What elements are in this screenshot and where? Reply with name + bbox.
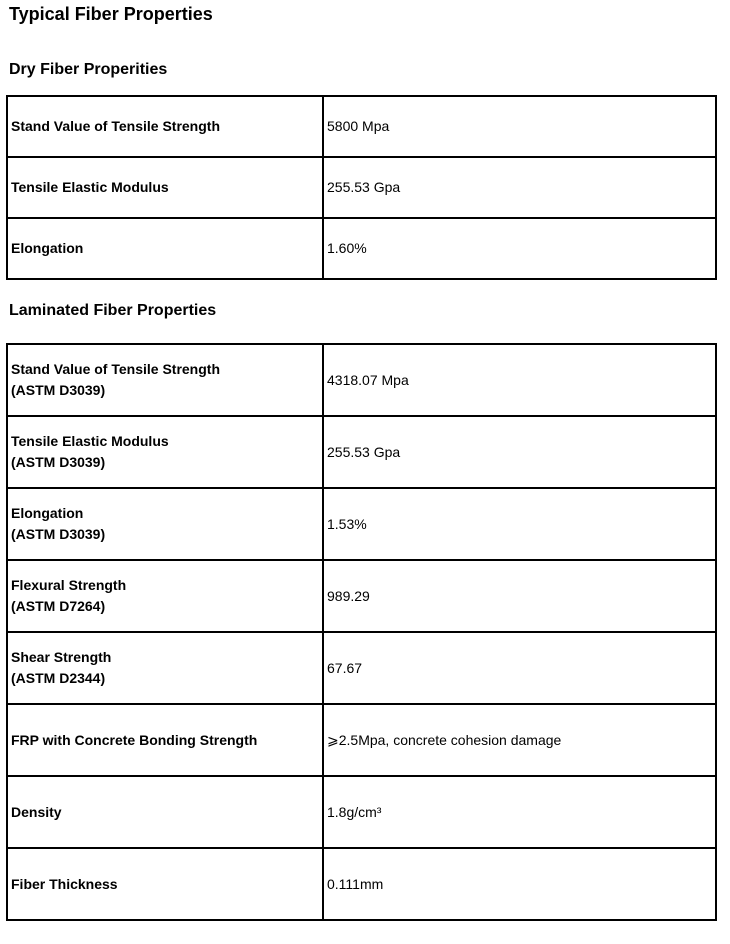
property-name: FRP with Concrete Bonding Strength — [11, 731, 258, 748]
table-row — [7, 416, 716, 488]
table-row — [7, 776, 716, 848]
property-label — [7, 560, 323, 632]
property-label — [7, 632, 323, 704]
property-name: Density — [11, 803, 62, 820]
property-value: 989.29 — [323, 560, 716, 632]
page-title: Typical Fiber Properties — [9, 4, 213, 24]
property-name: Fiber Thickness — [11, 875, 118, 892]
table-row — [7, 632, 716, 704]
property-label — [7, 96, 323, 157]
property-label — [7, 776, 323, 848]
table-row — [7, 344, 716, 416]
property-value: 1.8g/cm³ — [323, 776, 716, 848]
test-standard: (ASTM D3039) — [11, 526, 106, 542]
test-standard: (ASTM D2344) — [11, 670, 106, 686]
property-value: 1.53% — [323, 488, 716, 560]
property-value: 1.60% — [323, 218, 716, 279]
property-name: Shear Strength — [11, 649, 112, 665]
property-value: 4318.07 Mpa — [323, 344, 716, 416]
property-value: ⩾2.5Mpa, concrete cohesion damage — [323, 704, 716, 776]
table-row — [7, 848, 716, 920]
property-name: Tensile Elastic Modulus — [11, 433, 169, 449]
table-row — [7, 704, 716, 776]
property-name: Flexural Strength — [11, 577, 127, 593]
property-label — [7, 704, 323, 776]
test-standard: (ASTM D3039) — [11, 454, 106, 470]
property-value: 5800 Mpa — [323, 96, 716, 157]
property-label — [7, 218, 323, 279]
test-standard: (ASTM D7264) — [11, 598, 106, 614]
property-value: 255.53 Gpa — [323, 416, 716, 488]
property-label — [7, 416, 323, 488]
property-name: Elongation — [11, 505, 84, 521]
laminated-fiber-properties-table — [6, 343, 717, 921]
laminated-fiber-heading: Laminated Fiber Properties — [9, 302, 217, 319]
dry-fiber-heading: Dry Fiber Properities — [9, 61, 168, 78]
property-value: 255.53 Gpa — [323, 157, 716, 218]
property-value: 67.67 — [323, 632, 716, 704]
property-name: Tensile Elastic Modulus — [11, 179, 169, 195]
property-name: Stand Value of Tensile Strength — [11, 118, 220, 134]
property-label — [7, 488, 323, 560]
table-row — [7, 157, 716, 218]
property-name: Stand Value of Tensile Strength — [11, 361, 220, 377]
property-label — [7, 848, 323, 920]
property-label — [7, 344, 323, 416]
table-row — [7, 218, 716, 279]
dry-fiber-properties-table — [6, 95, 717, 280]
table-row — [7, 96, 716, 157]
test-standard: (ASTM D3039) — [11, 382, 106, 398]
property-value: 0.111mm — [323, 848, 716, 920]
table-row — [7, 560, 716, 632]
property-label — [7, 157, 323, 218]
property-name: Elongation — [11, 240, 84, 256]
table-row — [7, 488, 716, 560]
